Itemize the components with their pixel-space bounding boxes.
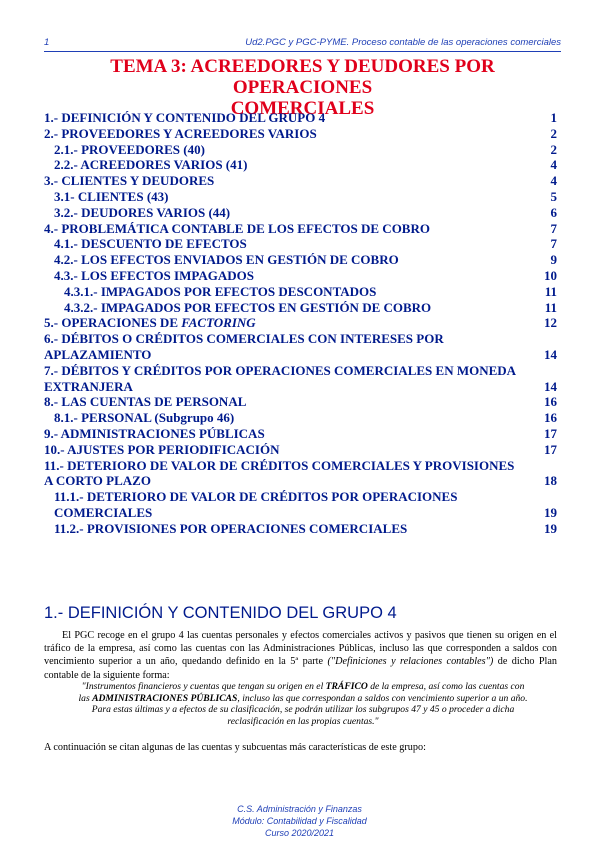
toc-entry-page: 11 xyxy=(544,299,557,315)
toc-entry-label: 4.1.- DESCUENTO DE EFECTOS xyxy=(54,236,247,252)
toc-entry[interactable] xyxy=(44,236,557,252)
toc-entry-page: 4 xyxy=(550,173,557,189)
intro-paragraph xyxy=(44,629,557,682)
toc-entry-page: 2 xyxy=(550,125,557,141)
quote-part-3: , incluso las que correspondan a saldos con vencimiento superior a un año. Para estas últimas y a efectos de su clasificación, se podrán utilizar los subgrupos 47 y 45 o proceder a dicha reclasificación en las propias cuentas." xyxy=(91,692,528,727)
quote-part-1: "Instrumentos financieros y cuentas que tengan su origen en el xyxy=(81,681,324,692)
toc-entry-label: 11.1.- DETERIORO DE VALOR DE CRÉDITOS POR OPERACIONES COMERCIALES xyxy=(54,489,458,520)
running-title: Ud2.PGC y PGC-PYME. Proceso contable de las operaciones comerciales xyxy=(245,37,561,48)
toc-entry-page: 19 xyxy=(544,504,557,520)
toc-entry-label: 11.- DETERIORO DE VALOR DE CRÉDITOS COMERCIALES Y PROVISIONES A CORTO PLAZO xyxy=(44,457,515,489)
section-heading: 1.- DEFINICIÓN Y CONTENIDO DEL GRUPO 4 xyxy=(44,604,397,622)
toc-entry-label xyxy=(44,315,557,331)
footer-line-2: Módulo: Contabilidad y Fiscalidad xyxy=(232,816,367,826)
toc-entry-page: 11 xyxy=(544,283,557,299)
toc-entry[interactable] xyxy=(44,126,557,142)
toc-entry-page: 14 xyxy=(544,378,557,394)
toc-entry-label: 2.1.- PROVEEDORES (40) xyxy=(54,141,205,157)
toc-entry-label: 9.- ADMINISTRACIONES PÚBLICAS xyxy=(44,425,265,441)
toc-entry[interactable] xyxy=(44,489,557,521)
toc-entry-label: 3.2.- DEUDORES VARIOS (44) xyxy=(54,204,231,220)
page-number: 1 xyxy=(44,37,50,48)
toc-entry-label: 4.3.2.- IMPAGADOS POR EFECTOS EN GESTIÓN DE COBRO xyxy=(64,299,432,315)
toc-entry-label: 4.3.- LOS EFECTOS IMPAGADOS xyxy=(54,267,254,283)
toc-entry[interactable] xyxy=(44,363,557,395)
title-line-1: TEMA 3: ACREEDORES Y DEUDORES POR OPERACIONES xyxy=(110,56,495,98)
toc-entry[interactable] xyxy=(44,157,557,173)
toc-entry-page: 2 xyxy=(550,141,557,157)
definition-quote xyxy=(78,681,528,727)
intro-text-end: de dicho Plan contable de la siguiente forma: xyxy=(44,656,557,681)
toc-entry-label: 6.- DÉBITOS O CRÉDITOS COMERCIALES CON INTERESES POR APLAZAMIENTO xyxy=(44,331,444,362)
followup-paragraph: A continuación se citan algunas de las cuentas y subcuentas más características de este grupo: xyxy=(44,742,426,753)
toc-entry[interactable] xyxy=(44,268,557,284)
quote-emphasis-2: ADMINISTRACIONES PÚBLICAS xyxy=(92,692,238,704)
footer-line-1: C.S. Administración y Finanzas xyxy=(237,804,362,814)
toc-entry-label: 10.- AJUSTES POR PERIODIFICACIÓN xyxy=(44,441,280,457)
toc-entry-page: 14 xyxy=(544,346,557,362)
toc-entry-page: 4 xyxy=(550,157,557,173)
toc-entry-label: 8.1.- PERSONAL (Subgrupo 46) xyxy=(54,410,235,426)
toc-entry-label: 11.2.- PROVISIONES POR OPERACIONES COMERCIALES xyxy=(54,520,408,536)
toc-entry[interactable] xyxy=(44,173,557,189)
toc-entry-label: 7.- DÉBITOS Y CRÉDITOS POR OPERACIONES COMERCIALES EN MONEDA EXTRANJERA xyxy=(44,362,516,394)
toc-entry[interactable] xyxy=(44,410,557,426)
toc-entry-page: 12 xyxy=(544,315,557,331)
intro-text: El PGC recoge en el grupo 4 las cuentas personales y efectos comerciales activos y pasivos que tienen su origen en el tráfico de la empresa, así como las cuentas con las Administraciones Públicas, incluso las que corresponden a saldos con vencimiento superior a un año, quedando definido en la 5ª parte xyxy=(44,630,557,668)
footer-line-3: Curso 2020/2021 xyxy=(264,828,335,838)
toc-entry-label-italic: FACTORING xyxy=(181,315,256,331)
toc-entry-label: 2.- PROVEEDORES Y ACREEDORES VARIOS xyxy=(44,125,317,141)
toc-entry[interactable] xyxy=(44,110,557,126)
toc-entry-label-main: 5.- OPERACIONES DE xyxy=(44,315,178,331)
toc-entry-page: 7 xyxy=(550,220,557,236)
quote-part-2: de la empresa, así como las cuentas con las xyxy=(78,681,525,704)
intro-reference: ("Definiciones y relaciones contables") xyxy=(327,656,494,668)
toc-entry-label: 4.- PROBLEMÁTICA CONTABLE DE LOS EFECTOS DE COBRO xyxy=(44,220,430,236)
toc-entry-page: 16 xyxy=(544,410,557,426)
toc-entry[interactable] xyxy=(44,331,557,363)
toc-entry[interactable] xyxy=(44,458,557,490)
toc-entry-page: 18 xyxy=(544,473,557,489)
toc-entry-page: 16 xyxy=(544,394,557,410)
toc-entry-label: 4.2.- LOS EFECTOS ENVIADOS EN GESTIÓN DE COBRO xyxy=(54,252,399,268)
toc-entry-label: 3.1- CLIENTES (43) xyxy=(54,188,169,204)
toc-entry[interactable] xyxy=(44,442,557,458)
toc-entry-page: 1 xyxy=(550,110,557,125)
toc-entry[interactable] xyxy=(44,300,557,316)
toc-entry[interactable] xyxy=(44,189,557,205)
toc-entry-page: 5 xyxy=(550,188,557,204)
toc-entry-page: 17 xyxy=(544,441,557,457)
toc-entry[interactable] xyxy=(44,284,557,300)
header-rule xyxy=(44,51,561,52)
toc-entry-page: 6 xyxy=(550,204,557,220)
toc-entry-page: 17 xyxy=(544,425,557,441)
table-of-contents xyxy=(44,110,557,537)
toc-entry[interactable] xyxy=(44,426,557,442)
toc-entry-label: 1.- DEFINICIÓN Y CONTENIDO DEL GRUPO 4 xyxy=(44,110,326,125)
toc-entry[interactable] xyxy=(44,205,557,221)
toc-entry[interactable] xyxy=(44,521,557,537)
footer xyxy=(0,803,599,839)
toc-entry-label: 2.2.- ACREEDORES VARIOS (41) xyxy=(54,157,248,173)
toc-entry-label: 4.3.1.- IMPAGADOS POR EFECTOS DESCONTADOS xyxy=(64,283,377,299)
toc-entry-page: 10 xyxy=(544,267,557,283)
toc-entry[interactable] xyxy=(44,315,557,331)
quote-emphasis-1: TRÁFICO xyxy=(325,681,368,692)
toc-entry-page: 9 xyxy=(550,252,557,268)
title-line-2: COMERCIALES xyxy=(230,98,375,119)
toc-entry-page: 7 xyxy=(550,236,557,252)
toc-entry[interactable] xyxy=(44,394,557,410)
toc-entry-page: 19 xyxy=(544,520,557,536)
toc-entry-label: 3.- CLIENTES Y DEUDORES xyxy=(44,173,215,189)
toc-entry[interactable] xyxy=(44,221,557,237)
toc-entry-label: 8.- LAS CUENTAS DE PERSONAL xyxy=(44,394,247,410)
toc-entry[interactable] xyxy=(44,142,557,158)
toc-entry[interactable] xyxy=(44,252,557,268)
